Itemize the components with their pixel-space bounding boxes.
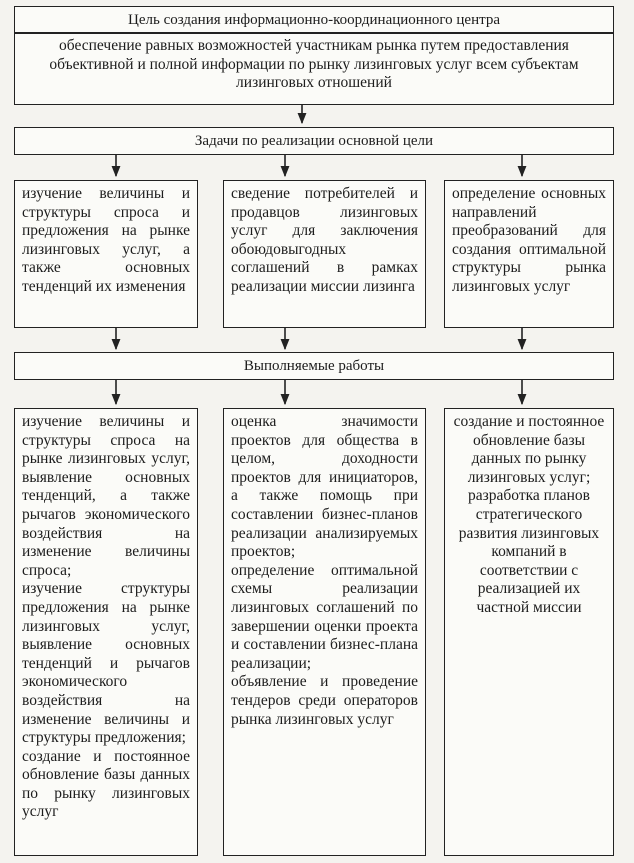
work-1-item-2: изучение структуры предложения на рынке лизинговых услуг, выявление основных тенденций и рычагов экономического воздействия на изменение величины и структуры предложения; (22, 580, 190, 747)
works-column-3 (444, 408, 614, 856)
works-title-box (14, 352, 614, 380)
tasks-title-box (14, 127, 614, 155)
task-box-1 (14, 180, 198, 328)
goal-title: Цель создания информационно-координационного центра (128, 12, 500, 28)
tasks-title: Задачи по реализации основной цели (194, 133, 434, 149)
work-2-item-2: определение оптимальной схемы реализации лизинговых соглашений по завершении оценки проекта и составлении бизнес-плана реализации; (231, 561, 418, 672)
task-box-3 (444, 180, 614, 328)
task-text-3: определение основных направлений преобразований для создания оптимальной структуры рынка лизинговых услуг (452, 185, 606, 295)
work-2-item-1: оценка значимости проектов для общества в целом, доходности проектов для инициаторов, а также помощь при составлении бизнес-планов реализации анализируемых проектов; (231, 413, 418, 561)
work-1-item-1: изучение величины и структуры спроса на рынке лизинговых услуг, выявление основных тенденций, а также рычагов экономического воздействия на изменение величины спроса; (22, 413, 190, 579)
task-box-2 (223, 180, 426, 328)
work-1-item-3: создание и постоянное обновление базы данных по рынку лизинговых услуг (22, 747, 190, 821)
works-column-2 (223, 408, 426, 856)
work-3-item-2: разработка планов стратегического развития лизинговых компаний в соответствии с реализацией их частной миссии (458, 487, 600, 616)
work-2-item-3: объявление и проведение тендеров среди операторов рынка лизинговых услуг (231, 673, 418, 728)
task-text-2: сведение потребителей и продавцов лизинговых услуг для заключения обоюдовыгодных соглашений в рамках реализации миссии лизинга (231, 185, 418, 295)
goal-text-box (14, 33, 614, 105)
works-title: Выполняемые работы (243, 358, 385, 374)
goal-title-box (14, 6, 614, 33)
task-text-1: изучение величины и структуры спроса и предложения на рынке лизинговых услуг, а также основных тенденций их изменения (22, 185, 190, 295)
goal-text: обеспечение равных возможностей участникам рынка путем предоставления объективной и полной информации по рынку лизинговых услуг всем субъектам лизинговых отношений (49, 37, 579, 92)
works-column-1 (14, 408, 198, 856)
work-3-item-1: создание и постоянное обновление базы данных по рынку лизинговых услуг; (453, 413, 605, 486)
